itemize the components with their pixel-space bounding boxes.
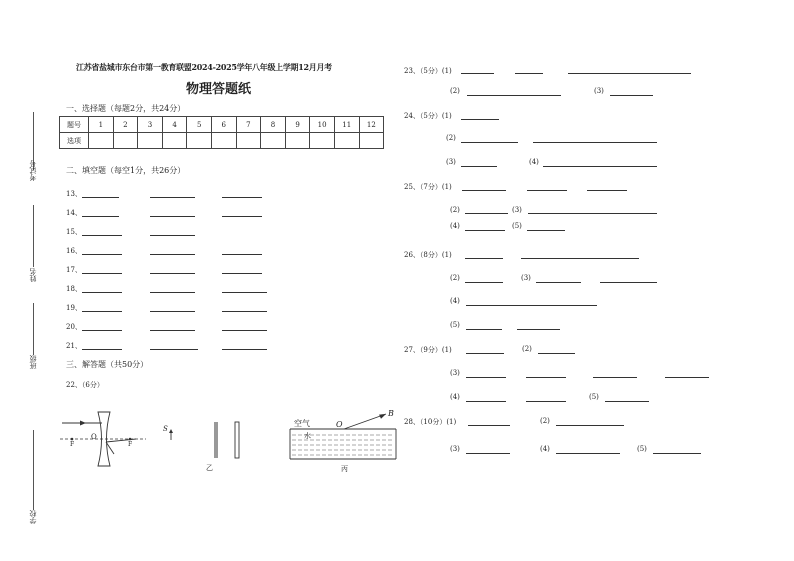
answer-cell[interactable] bbox=[113, 133, 138, 149]
part-5-label: (5) bbox=[512, 222, 522, 230]
q-number: 11 bbox=[334, 117, 359, 133]
blank[interactable] bbox=[82, 330, 122, 331]
blank[interactable] bbox=[150, 235, 195, 236]
blank[interactable] bbox=[82, 273, 122, 274]
blank[interactable] bbox=[600, 282, 657, 283]
focus-right-label: F bbox=[128, 441, 133, 448]
air-label: 空气 bbox=[294, 419, 310, 428]
blank[interactable] bbox=[222, 216, 262, 217]
blank[interactable] bbox=[461, 142, 518, 143]
q-number: 3 bbox=[138, 117, 163, 133]
blank[interactable] bbox=[222, 292, 267, 293]
blank[interactable] bbox=[461, 166, 497, 167]
blank[interactable] bbox=[543, 166, 657, 167]
q-number: 4 bbox=[162, 117, 187, 133]
item-13-label: 13、 bbox=[66, 190, 82, 198]
blank[interactable] bbox=[526, 377, 566, 378]
part-2-label: (2) bbox=[540, 417, 550, 425]
class-label: 班级 bbox=[29, 355, 37, 369]
question-26-label: 26、（8分）(1) bbox=[404, 251, 452, 259]
binding-line-4 bbox=[33, 430, 34, 510]
choice-answer-table bbox=[59, 116, 384, 149]
part-4-label: (4) bbox=[450, 393, 460, 401]
question-27-label: 27、（9分）(1) bbox=[404, 346, 452, 354]
blank[interactable] bbox=[467, 95, 561, 96]
blank[interactable] bbox=[150, 254, 195, 255]
blank[interactable] bbox=[465, 258, 503, 259]
figure-bing-label: 丙 bbox=[341, 465, 348, 473]
blank[interactable] bbox=[150, 216, 195, 217]
item-14-label: 14、 bbox=[66, 209, 82, 217]
figure-plane-mirrors bbox=[165, 418, 255, 463]
section-3-title: 三、解答题（共50分） bbox=[66, 360, 149, 369]
q-number: 2 bbox=[113, 117, 138, 133]
blank[interactable] bbox=[556, 425, 624, 426]
lens-center-o-label: O bbox=[91, 433, 97, 441]
part-4-label: (4) bbox=[450, 297, 460, 305]
blank[interactable] bbox=[466, 305, 597, 306]
exam-number-label: 考试号 bbox=[29, 160, 37, 181]
part-5-label: (5) bbox=[637, 445, 647, 453]
blank[interactable] bbox=[538, 353, 575, 354]
question-25-label: 25、（7分）(1) bbox=[404, 183, 452, 191]
binding-line-2 bbox=[33, 205, 34, 267]
blank[interactable] bbox=[587, 190, 627, 191]
blank[interactable] bbox=[222, 197, 262, 198]
item-21-label: 21、 bbox=[66, 342, 82, 350]
blank[interactable] bbox=[465, 230, 505, 231]
answer-cell[interactable] bbox=[138, 133, 163, 149]
blank[interactable] bbox=[526, 401, 566, 402]
blank[interactable] bbox=[568, 73, 691, 74]
blank[interactable] bbox=[466, 353, 504, 354]
blank[interactable] bbox=[653, 453, 701, 454]
item-18-label: 18、 bbox=[66, 285, 82, 293]
question-23-label: 23、（5分）(1) bbox=[404, 67, 452, 75]
blank[interactable] bbox=[461, 119, 499, 120]
blank[interactable] bbox=[466, 377, 506, 378]
blank[interactable] bbox=[82, 235, 122, 236]
item-17-label: 17、 bbox=[66, 266, 82, 274]
answer-cell[interactable] bbox=[310, 133, 335, 149]
incidence-point-label: O bbox=[336, 420, 343, 429]
question-24-label: 24、（5分）(1) bbox=[404, 112, 452, 120]
blank[interactable] bbox=[527, 190, 567, 191]
part-2-label: (2) bbox=[450, 274, 460, 282]
blank[interactable] bbox=[82, 349, 122, 350]
answer-cell[interactable] bbox=[187, 133, 212, 149]
part-4-label: (4) bbox=[540, 445, 550, 453]
blank[interactable] bbox=[150, 330, 195, 331]
q-number: 5 bbox=[187, 117, 212, 133]
blank[interactable] bbox=[82, 292, 122, 293]
blank[interactable] bbox=[556, 453, 620, 454]
part-5-label: (5) bbox=[450, 321, 460, 329]
blank[interactable] bbox=[466, 329, 502, 330]
blank[interactable] bbox=[462, 190, 506, 191]
section-2-title: 二、填空题（每空1分，共26分） bbox=[66, 166, 186, 175]
blank[interactable] bbox=[222, 330, 267, 331]
blank[interactable] bbox=[82, 197, 119, 198]
item-20-label: 20、 bbox=[66, 323, 82, 331]
question-28-label: 28、（10分）(1) bbox=[404, 418, 457, 426]
q-number: 12 bbox=[359, 117, 384, 133]
blank[interactable] bbox=[82, 216, 119, 217]
q-number: 9 bbox=[285, 117, 310, 133]
q-number: 1 bbox=[89, 117, 114, 133]
part-4-label: (4) bbox=[450, 222, 460, 230]
figure-concave-lens bbox=[58, 410, 148, 470]
blank[interactable] bbox=[593, 377, 637, 378]
q-number: 7 bbox=[236, 117, 261, 133]
blank[interactable] bbox=[610, 95, 653, 96]
q-number: 6 bbox=[211, 117, 236, 133]
school-label: 学校 bbox=[29, 510, 37, 524]
answer-cell[interactable] bbox=[211, 133, 236, 149]
part-3-label: (3) bbox=[450, 445, 460, 453]
part-2-label: (2) bbox=[450, 206, 460, 214]
blank[interactable] bbox=[82, 254, 122, 255]
page-title: 物理答题纸 bbox=[186, 82, 252, 97]
part-3-label: (3) bbox=[450, 369, 460, 377]
figure-yi-label: 乙 bbox=[206, 464, 213, 472]
item-19-label: 19、 bbox=[66, 304, 82, 312]
answer-cell[interactable] bbox=[162, 133, 187, 149]
name-label: 姓名 bbox=[29, 268, 37, 282]
part-2-label: (2) bbox=[446, 134, 456, 142]
blank[interactable] bbox=[222, 254, 262, 255]
answer-cell[interactable] bbox=[334, 133, 359, 149]
blank[interactable] bbox=[527, 230, 565, 231]
exam-title-line: 江苏省盐城市东台市第一教育联盟2024-2025学年八年级上学期12月月考 bbox=[76, 62, 332, 72]
blank[interactable] bbox=[468, 425, 510, 426]
blank[interactable] bbox=[465, 282, 503, 283]
blank[interactable] bbox=[150, 197, 195, 198]
figure-refraction bbox=[288, 412, 398, 464]
blank[interactable] bbox=[465, 213, 508, 214]
blank[interactable] bbox=[536, 282, 581, 283]
part-4-label: (4) bbox=[529, 158, 539, 166]
q-number: 10 bbox=[310, 117, 335, 133]
source-s-label: S bbox=[163, 425, 168, 433]
focus-left-label: F bbox=[70, 441, 75, 448]
blank[interactable] bbox=[222, 311, 267, 312]
part-2-label: (2) bbox=[522, 345, 532, 353]
blank[interactable] bbox=[517, 329, 560, 330]
blank[interactable] bbox=[521, 258, 639, 259]
blank[interactable] bbox=[461, 73, 494, 74]
water-label: 水 bbox=[304, 432, 311, 440]
blank[interactable] bbox=[150, 311, 195, 312]
blank[interactable] bbox=[150, 349, 198, 350]
blank[interactable] bbox=[150, 292, 195, 293]
answer-cell[interactable] bbox=[359, 133, 384, 149]
row-head-option: 选项 bbox=[60, 133, 89, 149]
answer-cell[interactable] bbox=[236, 133, 261, 149]
part-3-label: (3) bbox=[446, 158, 456, 166]
part-2-label: (2) bbox=[450, 87, 460, 95]
blank[interactable] bbox=[515, 73, 543, 74]
question-22-label: 22、（6分） bbox=[66, 381, 104, 389]
item-15-label: 15、 bbox=[66, 228, 82, 236]
part-3-label: (3) bbox=[594, 87, 604, 95]
answer-cell[interactable] bbox=[285, 133, 310, 149]
blank[interactable] bbox=[528, 213, 657, 214]
blank[interactable] bbox=[665, 377, 709, 378]
part-3-label: (3) bbox=[521, 274, 531, 282]
blank[interactable] bbox=[150, 273, 195, 274]
answer-cell[interactable] bbox=[261, 133, 286, 149]
blank[interactable] bbox=[533, 142, 657, 143]
part-3-label: (3) bbox=[512, 206, 522, 214]
blank[interactable] bbox=[605, 401, 649, 402]
blank[interactable] bbox=[466, 401, 506, 402]
q-number: 8 bbox=[261, 117, 286, 133]
part-5-label: (5) bbox=[589, 393, 599, 401]
blank[interactable] bbox=[466, 453, 510, 454]
answer-cell[interactable] bbox=[89, 133, 114, 149]
item-16-label: 16、 bbox=[66, 247, 82, 255]
blank[interactable] bbox=[82, 311, 122, 312]
blank[interactable] bbox=[222, 273, 262, 274]
binding-line-3 bbox=[33, 303, 34, 355]
ray-end-b-label: B bbox=[388, 409, 394, 418]
blank[interactable] bbox=[222, 349, 267, 350]
section-1-title: 一、选择题（每题2分，共24分） bbox=[66, 104, 186, 113]
row-head-number: 题号 bbox=[60, 117, 89, 133]
